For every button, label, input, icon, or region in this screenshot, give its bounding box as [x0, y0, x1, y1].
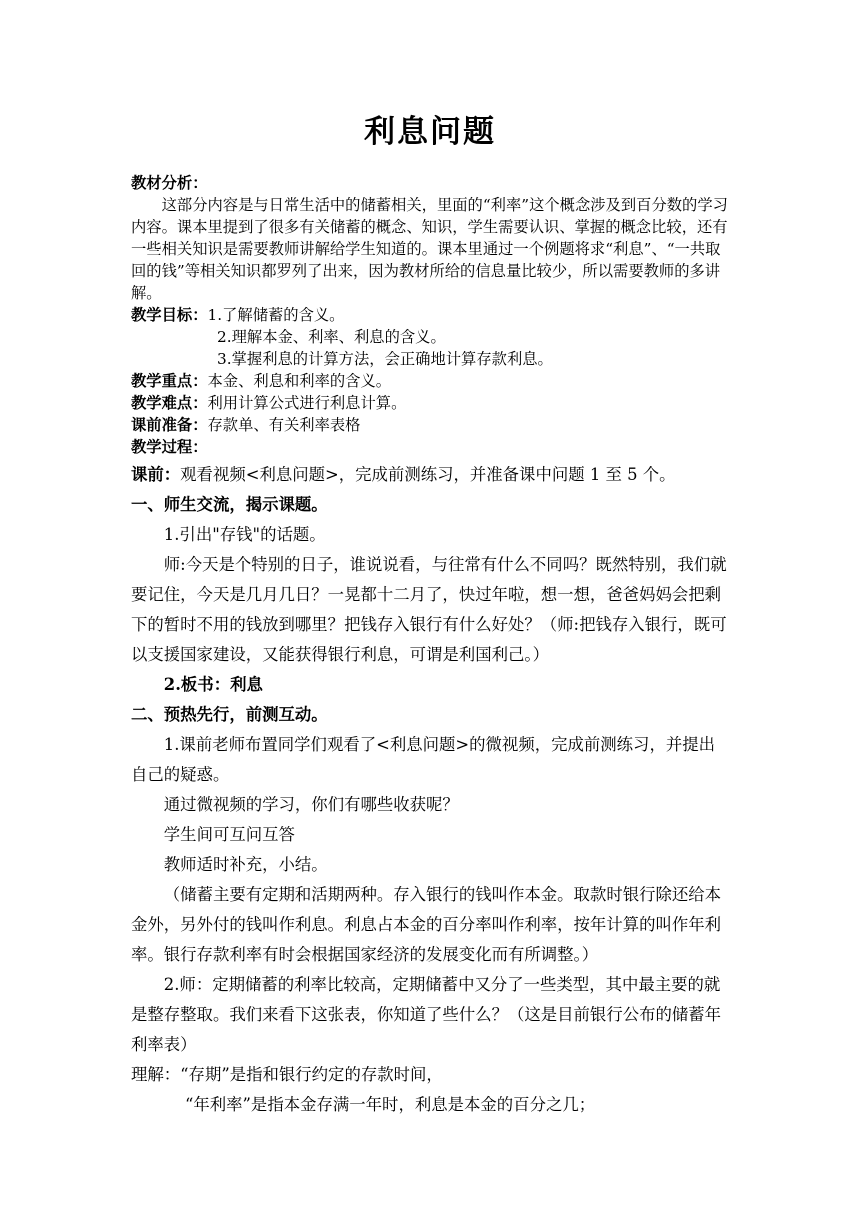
difficulties-text: 利用计算公式进行利息计算。	[207, 394, 407, 412]
pre-class-line	[131, 460, 731, 490]
difficulties-label: 教学难点：	[131, 394, 208, 412]
goal-item: 1.了解储蓄的含义。	[207, 306, 345, 324]
preparation-text: 存款单、有关利率表格	[207, 416, 361, 434]
analysis-text: 这部分内容是与日常生活中的储蓄相关，里面的“利率”这个概念涉及到百分数的学习内容。课本里提到了很多有关储蓄的概念、知识，学生需要认识、掌握的概念比较，还有一些相关知识是需要教师讲解给学生知道的。课本里通过一个例题将求“利息”、“一共取回的钱”等相关知识都罗列了出来，因为教材所给的信息量比较少，所以需要教师的多讲解。	[131, 196, 728, 302]
section1-item1: 1.引出"存钱"的话题。	[163, 525, 326, 544]
process-heading: 教学过程：	[131, 438, 208, 456]
key-points-text: 本金、利息和利率的含义。	[207, 372, 392, 390]
section2-heading: 二、预热先行，前测互动。	[131, 705, 328, 724]
key-points-label: 教学重点：	[131, 372, 208, 390]
section2-answer: 学生间可互问互答	[163, 825, 295, 844]
understand-2: “年利率”是指本金存满一年时，利息是本金的百分之几；	[185, 1095, 596, 1114]
preparation-line	[131, 414, 731, 436]
document-body	[131, 172, 731, 1120]
section1-item2: 2.板书：利息	[163, 675, 263, 694]
difficulties-line	[131, 392, 731, 414]
goals-line	[131, 304, 731, 326]
page-title: 利息问题	[364, 114, 496, 150]
analysis-heading: 教材分析：	[131, 174, 208, 192]
goals-label: 教学目标：	[131, 306, 208, 324]
section2-question: 通过微视频的学习，你们有哪些收获呢？	[163, 795, 459, 814]
preparation-label: 课前准备：	[131, 416, 208, 434]
pre-class-label: 课前：	[131, 465, 181, 484]
understand-label: 理解：	[131, 1065, 181, 1084]
pre-class-text: 观看视频<利息问题>，完成前测练习，并准备课中问题 1 至 5 个。	[180, 465, 676, 484]
goal-item: 2.理解本金、利率、利息的含义。	[217, 328, 446, 346]
section2-item1: 1.课前老师布置同学们观看了<利息问题>的微视频，完成前测练习，并提出自己的疑惑。	[131, 735, 716, 784]
section2-summary: （储蓄主要有定期和活期两种。存入银行的钱叫作本金。取款时银行除还给本金外，另外付的钱叫作利息。利息占本金的百分率叫作利率，按年计算的叫作年利率。银行存款利率有时会根据国家经济的发展变化而有所调整。）	[131, 885, 722, 964]
section2-item2: 2.师：定期储蓄的利率比较高，定期储蓄中又分了一些类型，其中最主要的就是整存整取。我们来看下这张表，你知道了些什么？（这是目前银行公布的储蓄年利率表）	[131, 975, 722, 1054]
section1-heading: 一、师生交流，揭示课题。	[131, 495, 328, 514]
understand-1: “存期”是指和银行约定的存款时间，	[180, 1065, 443, 1084]
goal-item: 3.掌握利息的计算方法，会正确地计算存款利息。	[217, 350, 553, 368]
section2-teacher: 教师适时补充，小结。	[163, 855, 328, 874]
section1-teacher-dialogue: 师:今天是个特别的日子，谁说说看，与往常有什么不同吗？既然特别，我们就要记住，今天是几月几日？一晃都十二月了，快过年啦，想一想，爸爸妈妈会把剩下的暂时不用的钱放到哪里？把钱存入银行有什么好处？（师:把钱存入银行，既可以支援国家建设，又能获得银行利息，可谓是利国利己。）	[131, 555, 727, 664]
key-points-line	[131, 370, 731, 392]
